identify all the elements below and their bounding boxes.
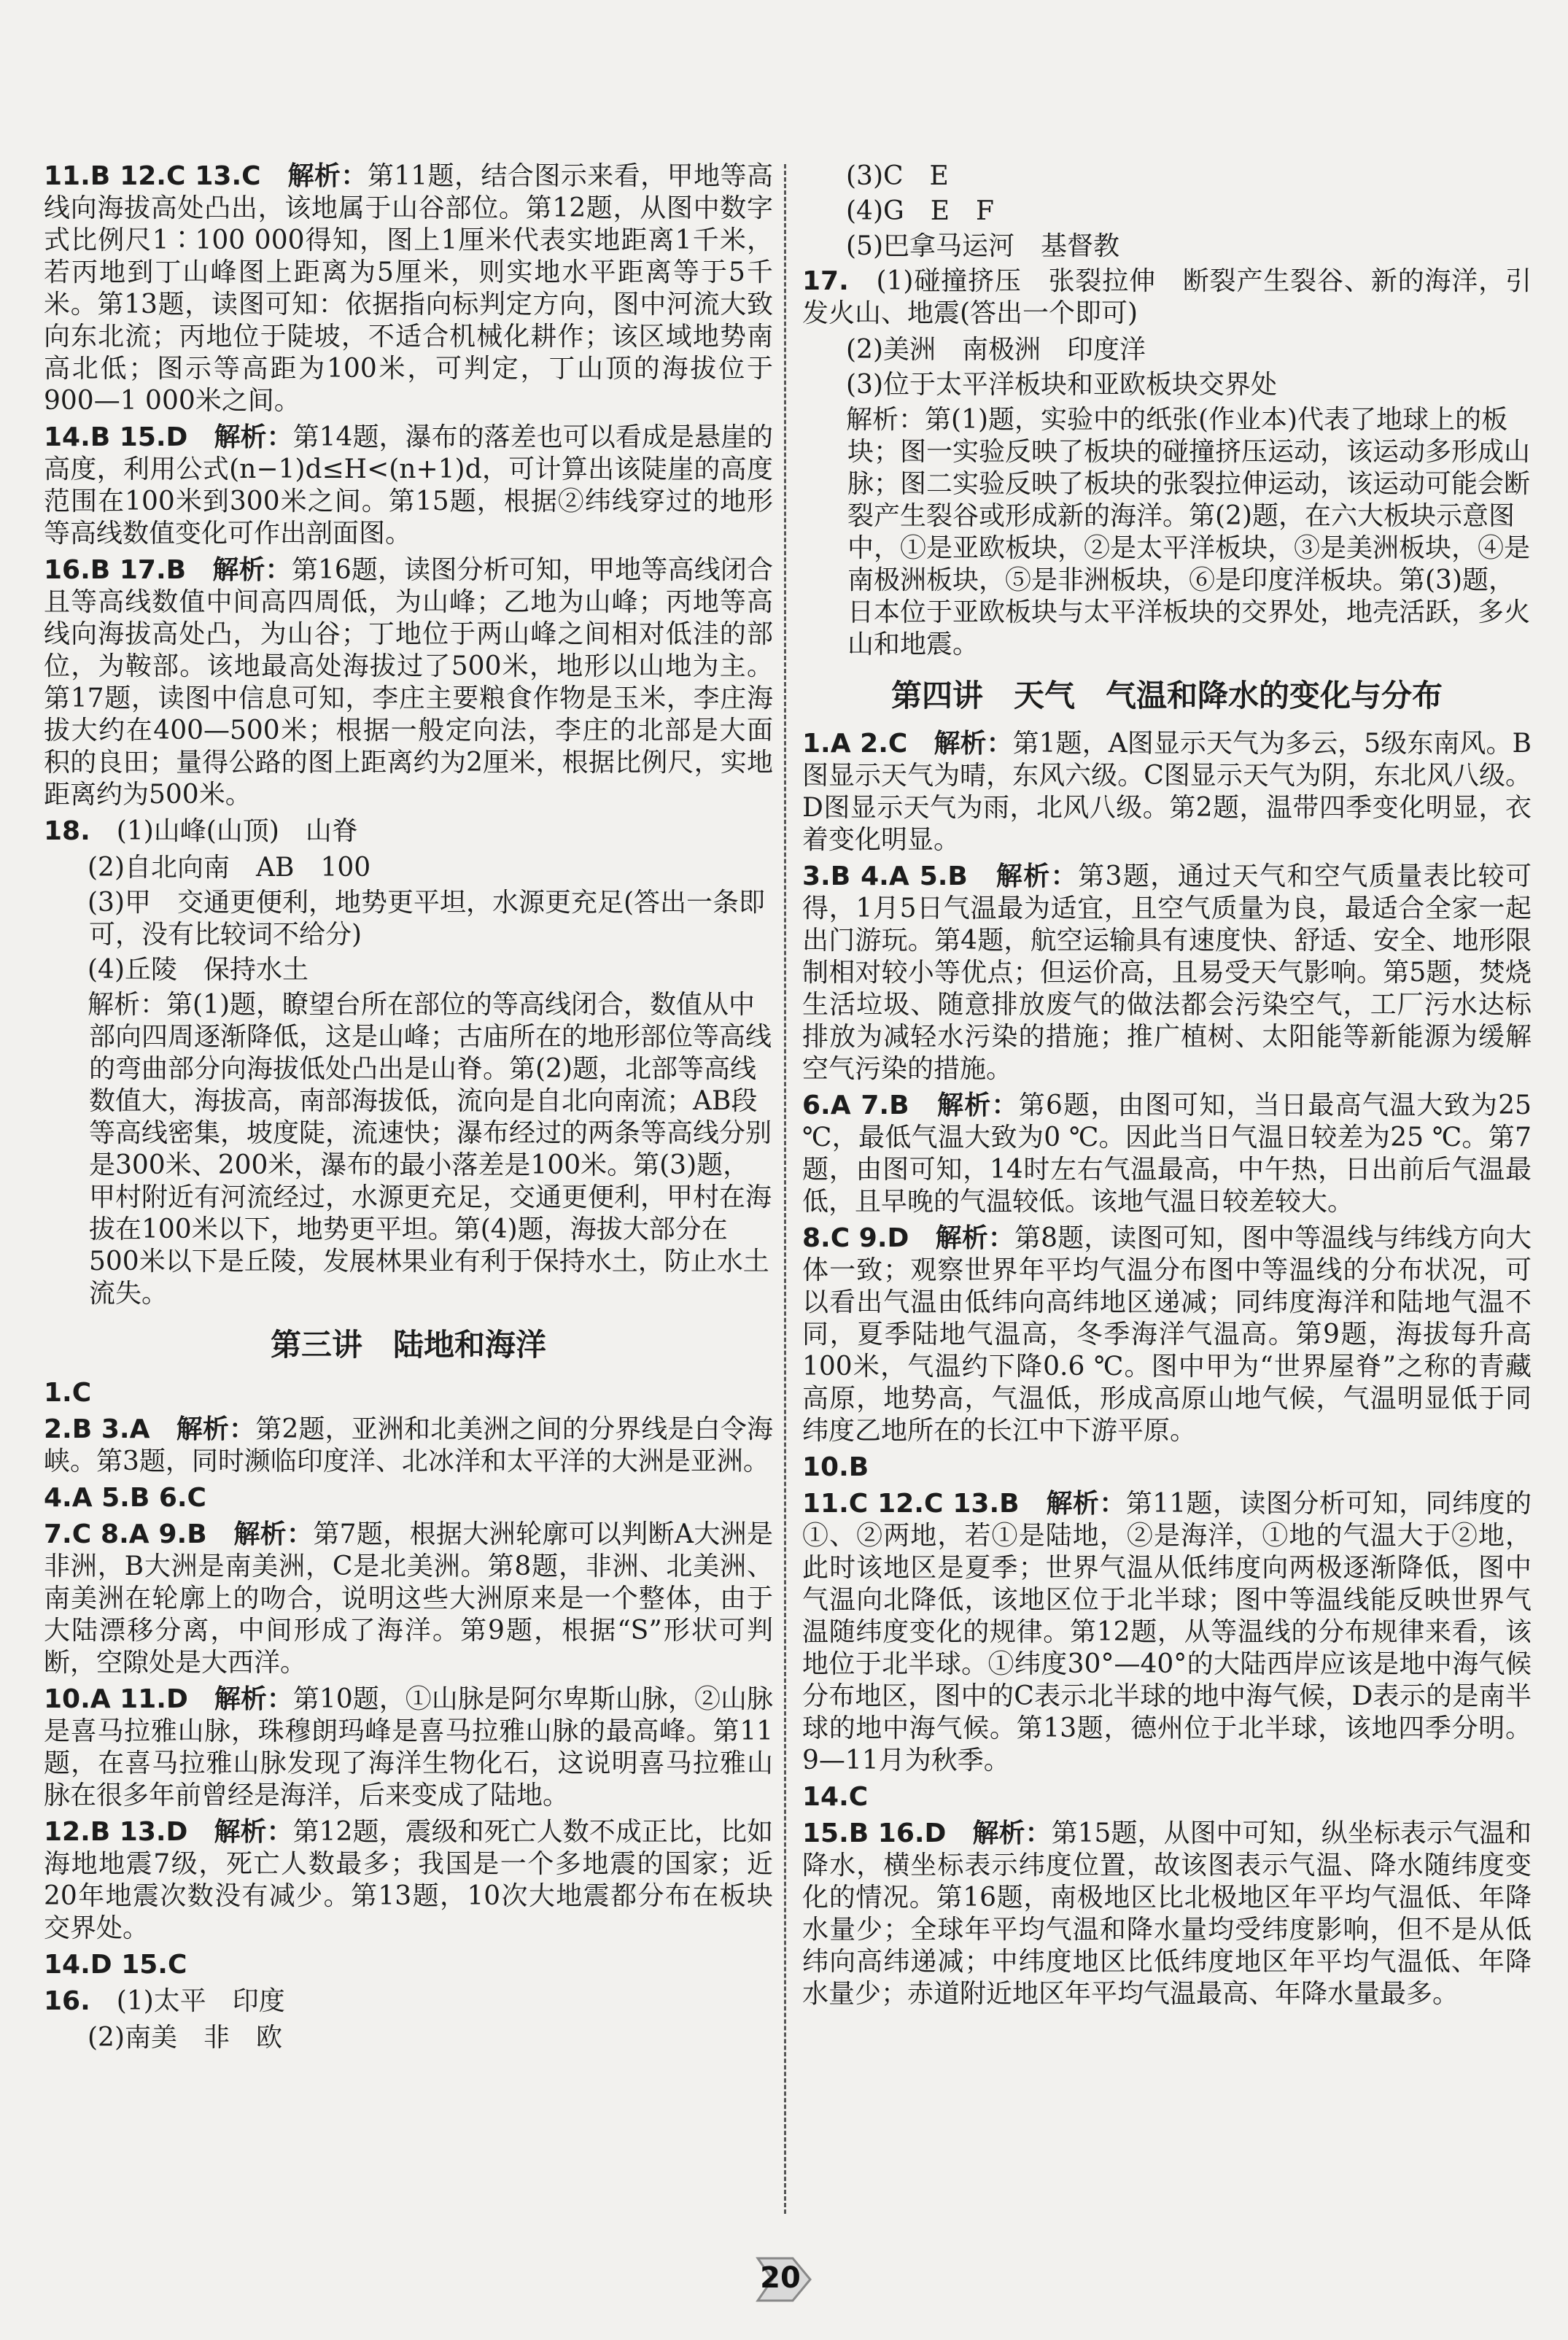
answer-item — [802, 1488, 1532, 1777]
answer-text: 第15题，从图中可知，纵坐标表示气温和降水，横坐标表示纬度位置，故该图表示气温、降水随纬度变化的情况。第16题，南极地区比北极地区年平均气温低、年降水量少；全球年平均气温和降水量均受纬度影响，但不是从低纬向高纬递减；中纬度地区比低纬度地区年平均气温低、年降水量少；赤道附近地区年平均气温最高、年降水量最多。 — [802, 1818, 1532, 2009]
analysis-label: 解析： — [212, 555, 292, 585]
answer-text: 第7题，根据大洲轮廓可以判断A大洲是非洲，B大洲是南美洲，C是北美洲。第8题，非洲、北美洲、南美洲在轮廓上的吻合，说明这些大洲原来是一个整体，由于大陆漂移分离，中间形成了海洋。第9题，根据“S”形状可判断，空隙处是大西洋。 — [44, 1519, 773, 1678]
answer-subitem — [802, 160, 1532, 193]
answer-text: 第1题，A图显示天气为多云，5级东南风。B图显示天气为晴，东风六级。C图显示天气为阴，东北风八级。D图显示天气为雨，北风八级。第2题，温带四季变化明显，衣着变化明显。 — [802, 729, 1532, 855]
answer-text: (5)巴拿马运河 基督教 — [846, 231, 1119, 261]
analysis-label: 解析： — [937, 1090, 1019, 1120]
section-heading: 第四讲 天气 气温和降水的变化与分布 — [890, 678, 1443, 713]
answer-numbers: 14.B 15.D — [44, 422, 188, 452]
answer-subitem — [802, 195, 1532, 228]
right-column — [802, 160, 1532, 2015]
answer-subitem — [44, 2022, 773, 2054]
answer-numbers: 10.A 11.D — [44, 1684, 188, 1714]
answer-subitem — [802, 369, 1532, 401]
left-column — [44, 160, 773, 2057]
answer-item — [802, 266, 1532, 330]
answer-subitem — [802, 404, 1532, 661]
answer-subitem — [44, 954, 773, 986]
page-number: 20 — [760, 2261, 801, 2295]
answer-item — [44, 160, 773, 417]
answer-numbers: 10.B — [802, 1452, 869, 1482]
answer-text: (3)甲 交通更便利，地势更平坦，水源更充足(答出一条即可，没有比较词不给分) — [88, 888, 766, 950]
answer-text: 第6题，由图可知，当日最高气温大致为25 ℃，最低气温大致为0 ℃。因此当日气温日较差为25 ℃。第7题，由图可知，14时左右气温最高，中午热，日出前后气温最低，且早晚的气温较低。该地气温日较差较大。 — [802, 1090, 1532, 1217]
answer-text: 第(1)题，瞭望台所在部位的等高线闭合，数值从中部向四周逐渐降低，这是山峰；古庙所在的地形部位等高线的弯曲部分向海拔低处凸出是山脊。第(2)题，北部等高线数值大，海拔高，南部海拔低，流向是自北向南流；AB段等高线密集，坡度陡，流速快；瀑布经过的两条等高线分别是300米、200米，瀑布的最小落差是100米。第(3)题，甲村附近有河流经过，水源更充足，交通更便利，甲村在海拔在100米以下，地势更平坦。第(4)题，海拔大部分在500米以下是丘陵，发展林果业有利于保持水土，防止水土流失。 — [89, 990, 772, 1309]
answer-text: 第16题，读图分析可知，甲地等高线闭合且等高线数值中间高四周低，为山峰；乙地为山峰；丙地等高线向海拔高处凸，为山谷；丁地位于两山峰之间相对低洼的部位，为鞍部。该地最高处海拔过了500米，地形以山地为主。第17题，读图中信息可知，李庄主要粮食作物是玉米，李庄海拔大约在400—500米；根据一般定向法，李庄的北部是大面积的良田；量得公路的图上距离约为2厘米，根据比例尺，实地距离约为500米。 — [44, 555, 773, 810]
answer-item — [44, 1816, 773, 1945]
answer-text: 第10题，①山脉是阿尔卑斯山脉，②山脉是喜马拉雅山脉，珠穆朗玛峰是喜马拉雅山脉的最高峰。第11题，在喜马拉雅山脉发现了海洋生物化石，这说明喜马拉雅山脉在很多年前曾经是海洋，后来变成了陆地。 — [44, 1684, 773, 1810]
analysis-label: 解析： — [88, 990, 167, 1020]
answer-subitem — [44, 852, 773, 884]
answer-item — [802, 861, 1532, 1085]
answer-subitem — [802, 334, 1532, 366]
answer-numbers: 14.C — [802, 1782, 869, 1812]
column-divider — [784, 164, 786, 2214]
answer-numbers: 4.A 5.B 6.C — [44, 1483, 206, 1513]
answer-numbers: 11.B 12.C 13.C — [44, 161, 261, 191]
answer-numbers: 11.C 12.C 13.B — [802, 1489, 1020, 1519]
analysis-label: 解析： — [995, 861, 1079, 891]
analysis-label: 解析： — [846, 405, 925, 435]
answer-item — [44, 554, 773, 811]
answer-numbers: 7.C 8.A 9.B — [44, 1519, 207, 1549]
analysis-label: 解析： — [935, 1223, 1014, 1253]
answer-text: 第11题，结合图示来看，甲地等高线向海拔高处凸出，该地属于山谷部位。第12题，从图中数字式比例尺1∶100 000得知，图上1厘米代表实地距离1千米，若丙地到丁山峰图上距离为5厘米，则实地水平距离等于5千米。第13题，读图可知：依据指向标判定方向，图中河流大致向东北流；丙地位于陡坡，不适合机械化耕作；该区域地势南高北低；图示等高距为100米，可判定，丁山顶的海拔位于900—1 000米之间。 — [44, 161, 773, 416]
answer-item — [44, 1684, 773, 1812]
section-heading: 第三讲 陆地和海洋 — [270, 1327, 546, 1363]
answer-text: (2)南美 非 欧 — [88, 2023, 282, 2053]
answer-subitem — [802, 230, 1532, 263]
answer-text: 第11题，读图分析可知，同纬度的①、②两地，若①是陆地，②是海洋，①地的气温大于②地，此时该地区是夏季；世界气温从低纬度向两极逐渐降低，图中气温向北降低，该地区位于北半球；图中等温线能反映世界气温随纬度变化的规律。第12题，从等温线的分布规律来看，该地位于北半球。①纬度30°—40°的大陆西岸应该是地中海气候分布地区，图中的C表示北半球的地中海气候，D表示的是南半球的地中海气候。第13题，德州位于北半球，该地四季分明。9—11月为秋季。 — [802, 1489, 1532, 1775]
answer-item — [44, 1985, 773, 2018]
analysis-label: 解析： — [214, 1817, 293, 1847]
answer-numbers: 3.B 4.A 5.B — [802, 861, 968, 891]
answer-text: 第2题，亚洲和北美洲之间的分界线是白令海峡。第3题，同时濒临印度洋、北冰洋和太平洋的大洲是亚洲。 — [44, 1414, 773, 1476]
answer-numbers: 16. — [44, 1986, 90, 2016]
answer-text: (1)太平 印度 — [116, 1986, 285, 2016]
answer-item — [802, 728, 1532, 856]
answer-numbers: 8.C 9.D — [802, 1223, 909, 1253]
analysis-label: 解析： — [176, 1414, 256, 1444]
analysis-label: 解析： — [214, 422, 293, 452]
answer-text: 第8题，读图可知，图中等温线与纬线方向大体一致；观察世界年平均气温分布图中等温线的分布状况，可以看出气温由低纬向高纬地区递减；同纬度海洋和陆地气温不同，夏季陆地气温高，冬季海洋气温高。第9题，海拔每升高100米，气温约下降0.6 ℃。图中甲为“世界屋脊”之称的青藏高原，地势高，气温低，形成高原山地气候，气温明显低于同纬度乙地所在的长江中下游平原。 — [802, 1223, 1532, 1446]
answer-text: 第(1)题，实验中的纸张(作业本)代表了地球上的板块；图一实验反映了板块的碰撞挤压运动，该运动多形成山脉；图二实验反映了板块的张裂拉伸运动，该运动可能会断裂产生裂谷或形成新的海洋。第(2)题，在六大板块示意图中，①是亚欧板块，②是太平洋板块，③是美洲板块，④是南极洲板块，⑤是非洲板块，⑥是印度洋板块。第(3)题，日本位于亚欧板块与太平洋板块的交界处，地壳活跃，多火山和地震。 — [847, 405, 1531, 659]
answer-subitem — [44, 989, 773, 1310]
answer-numbers: 1.C — [44, 1378, 92, 1408]
page-number-badge — [755, 2254, 813, 2305]
answer-item — [44, 1949, 773, 1981]
answer-numbers: 6.A 7.B — [802, 1090, 909, 1120]
answer-text: (1)碰撞挤压 张裂拉伸 断裂产生裂谷、新的海洋，引发火山、地震(答出一个即可) — [802, 266, 1532, 328]
answer-text: 第14题，瀑布的落差也可以看成是悬崖的高度，利用公式(n−1)d≤H<(n+1)d，可计算出该陡崖的高度范围在100米到300米之间。第15题，根据②纬线穿过的地形等高线数值变化可作出剖面图。 — [44, 422, 773, 549]
answer-numbers: 12.B 13.D — [44, 1817, 188, 1847]
answer-text: (4)G E F — [846, 196, 995, 226]
answer-text: (2)自北向南 AB 100 — [88, 853, 371, 883]
answer-item — [44, 815, 773, 848]
answer-item — [802, 1781, 1532, 1813]
answer-text: (4)丘陵 保持水土 — [88, 955, 308, 985]
analysis-label: 解析： — [233, 1519, 314, 1549]
analysis-label: 解析： — [287, 161, 368, 191]
answer-item — [802, 1090, 1532, 1218]
answer-text: (2)美洲 南极洲 印度洋 — [846, 335, 1146, 365]
answer-text: (3)位于太平洋板块和亚欧板块交界处 — [846, 370, 1277, 400]
answer-text: (1)山峰(山顶) 山脊 — [116, 816, 358, 846]
answer-numbers: 14.D 15.C — [44, 1950, 187, 1980]
answer-item — [44, 422, 773, 550]
analysis-label: 解析： — [934, 729, 1013, 759]
answer-item — [44, 1377, 773, 1409]
answer-text: (3)C E — [846, 161, 949, 191]
answer-text: 第12题，震级和死亡人数不成正比，比如海地地震7级，死亡人数最多；我国是一个多地震的国家；近20年地震次数没有减少。第13题，10次大地震都分布在板块交界处。 — [44, 1817, 773, 1943]
answer-item — [802, 1452, 1532, 1484]
analysis-label: 解析： — [972, 1818, 1052, 1848]
answer-text: 第3题，通过天气和空气质量表比较可得，1月5日气温最为适宜，且空气质量为良，最适合全家一起出门游玩。第4题，航空运输具有速度快、舒适、安全、地形限制相对较小等优点；但运价高，且易受天气影响。第5题，焚烧生活垃圾、随意排放废气的做法都会污染空气，工厂污水达标排放为减轻水污染的措施；推广植树、太阳能等新能源为缓解空气污染的措施。 — [802, 861, 1532, 1084]
analysis-label: 解析： — [214, 1684, 293, 1714]
answer-subitem — [44, 887, 773, 951]
answer-item — [44, 1519, 773, 1679]
analysis-label: 解析： — [1046, 1489, 1126, 1519]
answer-numbers: 2.B 3.A — [44, 1414, 150, 1444]
answer-item — [802, 1223, 1532, 1447]
answer-item — [44, 1482, 773, 1514]
answer-numbers: 1.A 2.C — [802, 729, 908, 759]
answer-item — [44, 1414, 773, 1478]
answer-numbers: 17. — [802, 266, 849, 296]
answer-numbers: 18. — [44, 816, 90, 846]
answer-numbers: 16.B 17.B — [44, 555, 187, 585]
answer-numbers: 15.B 16.D — [802, 1818, 947, 1848]
answer-item — [802, 1818, 1532, 2010]
